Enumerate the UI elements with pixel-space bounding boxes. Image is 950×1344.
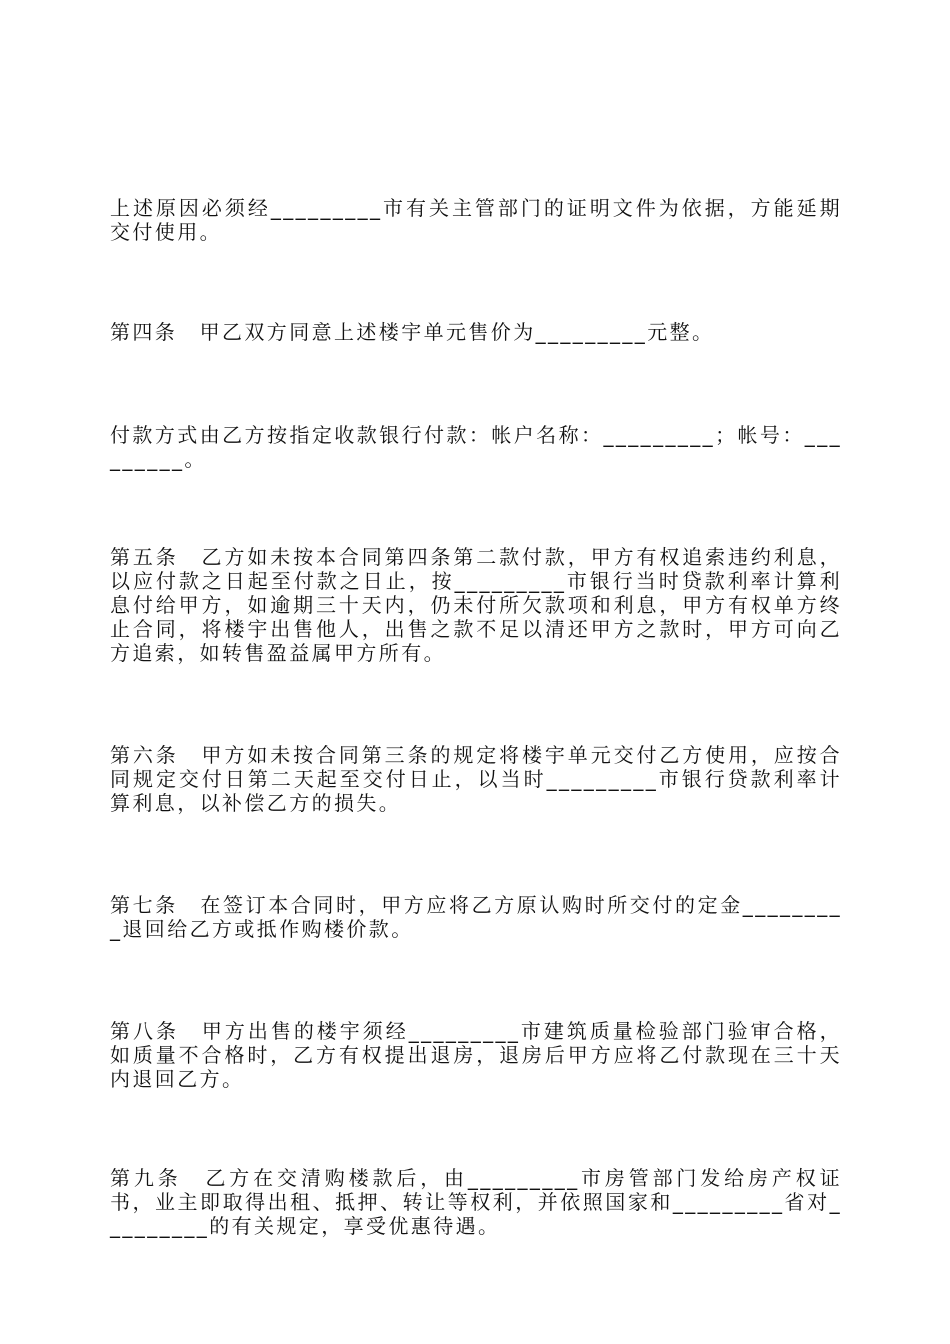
paragraph-article-9: 第九条 乙方在交清购楼款后，由_________市房管部门发给房产权证书，业主即取得出租、抵押、转让等权利，并依照国家和_________省对_________的有关规定，享受优惠待遇。: [110, 1166, 842, 1238]
paragraph-delay-proof: 上述原因必须经_________市有关主管部门的证明文件为依据，方能延期交付使用。: [110, 196, 842, 244]
paragraph-article-8: 第八条 甲方出售的楼宇须经_________市建筑质量检验部门验审合格，如质量不合格时，乙方有权提出退房，退房后甲方应将乙付款现在三十天内退回乙方。: [110, 1019, 842, 1091]
paragraph-article-4: 第四条 甲乙双方同意上述楼宇单元售价为_________元整。: [110, 320, 715, 344]
paragraph-article-5: 第五条 乙方如未按本合同第四条第二款付款，甲方有权追索违约利息，以应付款之日起至付款之日止，按_________市银行当时贷款利率计算利息付给甲方，如逾期三十天内，仍未付所欠款项和利息，甲方有权单方终止合同，将楼宇出售他人，出售之款不足以清还甲方之款时，甲方可向乙方追索，如转售盈益属甲方所有。: [110, 545, 842, 665]
paragraph-article-6: 第六条 甲方如未按合同第三条的规定将楼宇单元交付乙方使用，应按合同规定交付日第二天起至交付日止，以当时_________市银行贷款利率计算利息，以补偿乙方的损失。: [110, 743, 842, 815]
paragraph-article-7: 第七条 在签订本合同时，甲方应将乙方原认购时所交付的定金_________退回给乙方或抵作购楼价款。: [110, 893, 842, 941]
paragraph-payment-method: 付款方式由乙方按指定收款银行付款：帐户名称：_________；帐号：_________。: [110, 423, 842, 471]
